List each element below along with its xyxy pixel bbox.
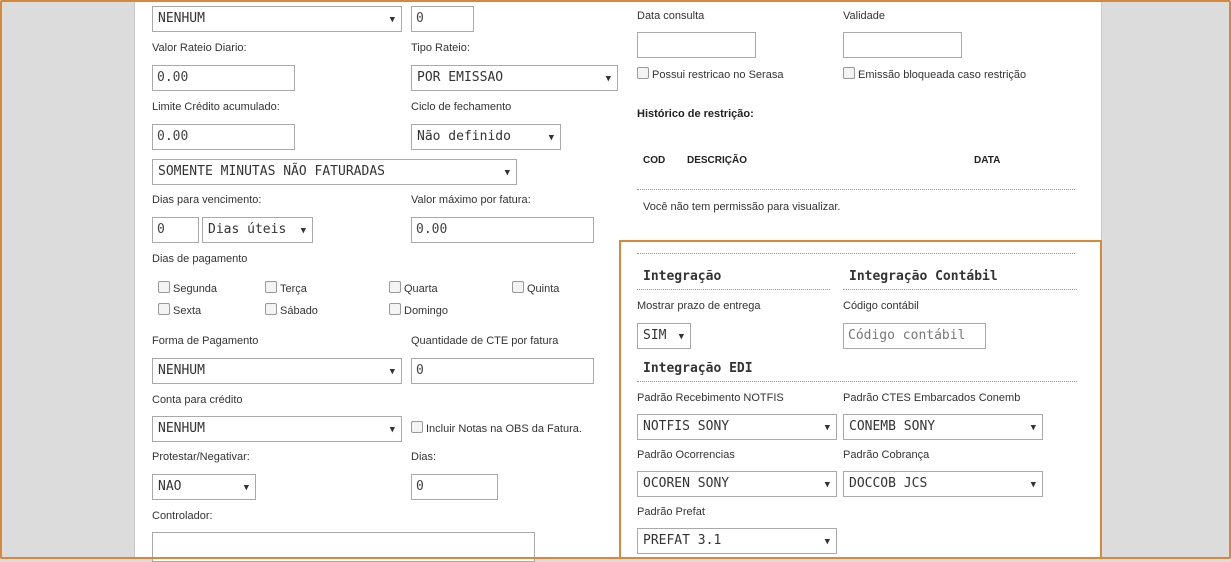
- checkbox[interactable]: [512, 281, 524, 293]
- emissao-bloqueada-checkbox[interactable]: Emissão bloqueada caso restrição: [843, 67, 1026, 81]
- controlador-input[interactable]: [152, 532, 535, 562]
- valor-rateio-label: Valor Rateio Diario:: [152, 42, 247, 54]
- ciclo-select[interactable]: Não definido ▼: [411, 124, 561, 150]
- day-checkbox-segunda[interactable]: Segunda: [158, 281, 217, 295]
- chevron-down-icon: ▼: [389, 15, 395, 25]
- incluir-notas-checkbox[interactable]: Incluir Notas na OBS da Fatura.: [411, 421, 582, 435]
- dias-input[interactable]: 0: [411, 474, 498, 500]
- integracao-contabil-title: Integração Contábil: [849, 269, 998, 284]
- chevron-down-icon: ▼: [389, 367, 395, 377]
- checkbox[interactable]: [637, 67, 649, 79]
- table-header-descricao: DESCRIÇÃO: [687, 155, 748, 166]
- codigo-contabil-label: Código contábil: [843, 300, 919, 312]
- top-input[interactable]: 0: [411, 6, 474, 32]
- checkbox[interactable]: [411, 421, 423, 433]
- validade-label: Validade: [843, 10, 885, 22]
- forma-pag-select[interactable]: NENHUM ▼: [152, 358, 402, 384]
- validade-input[interactable]: [843, 32, 962, 58]
- limite-credito-label: Limite Crédito acumulado:: [152, 101, 280, 113]
- limite-credito-input[interactable]: 0.00: [152, 124, 295, 150]
- chevron-down-icon: ▼: [389, 425, 395, 435]
- table-header-data: DATA: [974, 155, 1001, 166]
- dias-venc-label: Dias para vencimento:: [152, 194, 262, 206]
- prefat-select[interactable]: PREFAT 3.1 ▼: [637, 528, 837, 554]
- divider: [637, 289, 830, 290]
- integracao-title: Integração: [643, 269, 722, 284]
- notfis-select[interactable]: NOTFIS SONY ▼: [637, 414, 837, 440]
- valor-max-input[interactable]: 0.00: [411, 217, 594, 243]
- dias-tipo-select[interactable]: Dias úteis ▼: [202, 217, 313, 243]
- chevron-down-icon: ▼: [1030, 480, 1036, 490]
- checkbox[interactable]: [389, 281, 401, 293]
- dias-label: Dias:: [411, 451, 437, 463]
- chevron-down-icon: ▼: [824, 423, 830, 433]
- qtd-cte-label: Quantidade de CTE por fatura: [411, 335, 559, 347]
- minutas-select[interactable]: SOMENTE MINUTAS NÃO FATURADAS ▼: [152, 159, 517, 185]
- checkbox[interactable]: [158, 281, 170, 293]
- ocorrencias-label: Padrão Ocorrencias: [637, 449, 735, 461]
- chevron-down-icon: ▼: [504, 168, 510, 178]
- data-consulta-input[interactable]: [637, 32, 756, 58]
- table-header-cod: COD: [643, 155, 666, 166]
- divider: [637, 253, 1075, 254]
- day-checkbox-quarta[interactable]: Quarta: [389, 281, 438, 295]
- cobranca-label: Padrão Cobrança: [843, 449, 930, 461]
- conta-label: Conta para crédito: [152, 394, 243, 406]
- prefat-label: Padrão Prefat: [637, 506, 705, 518]
- tipo-rateio-select[interactable]: POR EMISSAO ▼: [411, 65, 618, 91]
- checkbox[interactable]: [265, 303, 277, 315]
- historico-title: Histórico de restrição:: [637, 108, 754, 120]
- chevron-down-icon: ▼: [243, 483, 249, 493]
- cobranca-select[interactable]: DOCCOB JCS ▼: [843, 471, 1043, 497]
- chevron-down-icon: ▼: [1030, 423, 1036, 433]
- checkbox[interactable]: [843, 67, 855, 79]
- ciclo-label: Ciclo de fechamento: [411, 101, 512, 113]
- checkbox[interactable]: [389, 303, 401, 315]
- chevron-down-icon: ▼: [300, 226, 306, 236]
- possui-restricao-checkbox[interactable]: Possui restricao no Serasa: [637, 67, 783, 81]
- dias-pag-label: Dias de pagamento: [152, 253, 248, 265]
- checkbox[interactable]: [265, 281, 277, 293]
- chevron-down-icon: ▼: [605, 74, 611, 84]
- data-consulta-label: Data consulta: [637, 10, 705, 22]
- divider: [637, 189, 1075, 190]
- conta-select[interactable]: NENHUM ▼: [152, 416, 402, 442]
- divider: [843, 289, 1077, 290]
- controlador-label: Controlador:: [152, 510, 213, 522]
- top-select[interactable]: NENHUM ▼: [152, 6, 402, 32]
- mostrar-prazo-select[interactable]: SIM ▼: [637, 323, 691, 349]
- chevron-down-icon: ▼: [678, 332, 684, 342]
- day-checkbox-domingo[interactable]: Domingo: [389, 303, 448, 317]
- day-checkbox-sabado[interactable]: Sábado: [265, 303, 318, 317]
- no-permission-text: Você não tem permissão para visualizar.: [643, 201, 841, 213]
- day-checkbox-sexta[interactable]: Sexta: [158, 303, 201, 317]
- forma-pag-label: Forma de Pagamento: [152, 335, 259, 347]
- protestar-label: Protestar/Negativar:: [152, 451, 250, 463]
- tipo-rateio-label: Tipo Rateio:: [411, 42, 470, 54]
- conemb-select[interactable]: CONEMB SONY ▼: [843, 414, 1043, 440]
- chevron-down-icon: ▼: [548, 133, 554, 143]
- mostrar-prazo-label: Mostrar prazo de entrega: [637, 300, 761, 312]
- valor-max-label: Valor máximo por fatura:: [411, 194, 531, 206]
- day-checkbox-terca[interactable]: Terça: [265, 281, 307, 295]
- chevron-down-icon: ▼: [824, 537, 830, 547]
- integracao-edi-title: Integração EDI: [643, 361, 753, 376]
- chevron-down-icon: ▼: [824, 480, 830, 490]
- ocorrencias-select[interactable]: OCOREN SONY ▼: [637, 471, 837, 497]
- checkbox[interactable]: [158, 303, 170, 315]
- protestar-select[interactable]: NAO ▼: [152, 474, 256, 500]
- divider: [637, 381, 1077, 382]
- dias-venc-input[interactable]: 0: [152, 217, 199, 243]
- conemb-label: Padrão CTES Embarcados Conemb: [843, 392, 1021, 404]
- qtd-cte-input[interactable]: 0: [411, 358, 594, 384]
- notfis-label: Padrão Recebimento NOTFIS: [637, 392, 784, 404]
- codigo-contabil-input[interactable]: Código contábil: [843, 323, 986, 349]
- day-checkbox-quinta[interactable]: Quinta: [512, 281, 559, 295]
- valor-rateio-input[interactable]: 0.00: [152, 65, 295, 91]
